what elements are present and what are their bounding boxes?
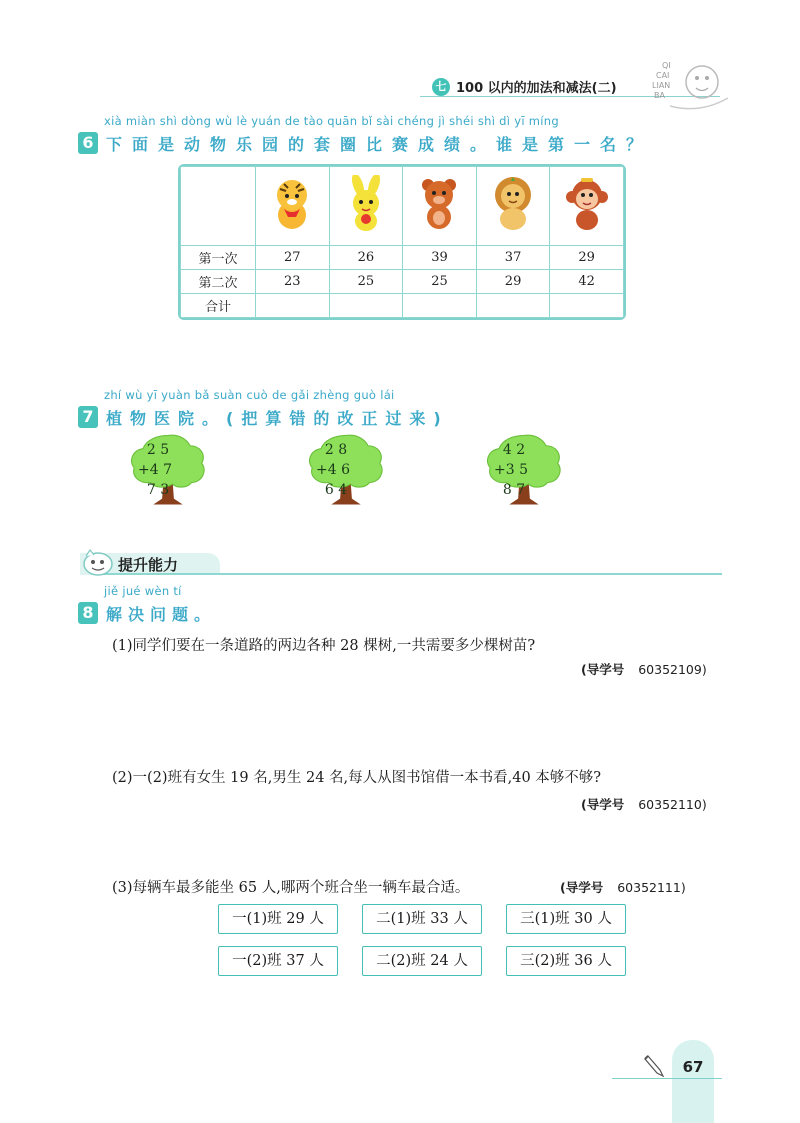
tree-problem [292, 434, 400, 532]
guide-code: 60352109) [638, 662, 707, 677]
q7-pinyin: zhí wù yī yuàn bǎ suàn cuò de gǎi zhèng guò lái [104, 388, 395, 402]
total-answer-cell[interactable] [329, 294, 403, 318]
operator: + [316, 462, 328, 478]
total-answer-cell[interactable] [550, 294, 624, 318]
score-cell: 23 [256, 270, 330, 294]
guide-number-3 [560, 878, 686, 896]
lion-icon [487, 175, 539, 233]
q6-title: 下面是动物乐园的套圈比赛成绩。谁是第一名？ [106, 135, 653, 154]
problem-3: (3)每辆车最多能坐 65 人,哪两个班合坐一辆车最合适。 [112, 880, 470, 896]
class-option[interactable]: 二(1)班 33 人 [362, 904, 482, 934]
chapter-title: 100 以内的加法和减法(二) [456, 81, 617, 96]
class-option[interactable]: 三(2)班 36 人 [506, 946, 626, 976]
guide-number-2 [581, 795, 707, 813]
section-title: 提升能力 [118, 556, 179, 574]
animal-cell [550, 167, 624, 246]
row-label-first: 第一次 [181, 246, 256, 270]
addend-a: 2 5 [146, 442, 170, 458]
rabbit-icon [340, 175, 392, 233]
score-cell: 29 [550, 246, 624, 270]
row-label-total: 合计 [181, 294, 256, 318]
addend-b: 3 5 [505, 462, 528, 478]
qicailianba-logo [640, 48, 730, 118]
vertical-addition [316, 440, 350, 500]
score-cell: 25 [403, 270, 477, 294]
addend-b: 4 6 [327, 462, 350, 478]
logo-qi: QI [662, 61, 671, 70]
row-label-second: 第二次 [181, 270, 256, 294]
animal-cell [476, 167, 550, 246]
score-cell: 25 [329, 270, 403, 294]
guide-label: (导学号 [581, 797, 625, 812]
q8-pinyin: jiě jué wèn tí [104, 584, 182, 598]
score-cell: 42 [550, 270, 624, 294]
vertical-addition [494, 440, 528, 500]
problem-2: (2)一(2)班有女生 19 名,男生 24 名,每人从图书馆借一本书看,40 本够不够? [112, 770, 602, 786]
tree-problem [114, 434, 222, 532]
q6-pinyin: xià miàn shì dòng wù lè yuán de tào quān bǐ sài chéng jì shéi shì dì yī míng [104, 114, 559, 128]
tree-problem [470, 434, 578, 532]
monkey-icon [561, 175, 613, 233]
logo-ba: BA [654, 91, 665, 100]
mascot-icon [80, 546, 116, 578]
score-cell: 29 [476, 270, 550, 294]
addend-a: 4 2 [502, 442, 526, 458]
score-cell: 27 [256, 246, 330, 270]
class-option[interactable]: 一(2)班 37 人 [218, 946, 338, 976]
page-number: 67 [682, 1058, 704, 1076]
page-rule [612, 1078, 722, 1079]
chapter-badge: 七 [432, 78, 450, 96]
addend-a: 2 8 [324, 442, 348, 458]
pencil-icon [644, 1052, 666, 1078]
guide-number-1 [581, 660, 707, 678]
total-answer-cell[interactable] [256, 294, 330, 318]
class-option[interactable]: 三(1)班 30 人 [506, 904, 626, 934]
q7-number: 7 [78, 406, 98, 428]
logo-lian: LIAN [652, 81, 671, 90]
score-cell: 26 [329, 246, 403, 270]
section-rule [100, 573, 722, 575]
guide-code: 60352111) [617, 880, 686, 895]
table-corner-cell [181, 167, 256, 246]
q8-number: 8 [78, 602, 98, 624]
q7-title: 植物医院。(把算错的改正过来) [106, 409, 449, 428]
q8-title: 解决问题。 [106, 605, 217, 624]
guide-label: (导学号 [560, 880, 604, 895]
sum-result: 7 3 [146, 482, 170, 498]
animal-cell [403, 167, 477, 246]
animal-cell [256, 167, 330, 246]
addend-b: 4 7 [149, 462, 172, 478]
score-table [178, 164, 626, 320]
logo-cai: CAI [656, 71, 670, 80]
class-option[interactable]: 一(1)班 29 人 [218, 904, 338, 934]
total-answer-cell[interactable] [476, 294, 550, 318]
operator: + [138, 462, 150, 478]
page-tab [672, 1040, 714, 1123]
q6-number: 6 [78, 132, 98, 154]
vertical-addition [138, 440, 172, 500]
operator: + [494, 462, 506, 478]
score-cell: 39 [403, 246, 477, 270]
guide-label: (导学号 [581, 662, 625, 677]
bear-icon [413, 175, 465, 233]
tiger-icon [266, 175, 318, 233]
sum-result: 6 4 [324, 482, 348, 498]
total-answer-cell[interactable] [403, 294, 477, 318]
sum-result: 8 7 [502, 482, 526, 498]
problem-1: (1)同学们要在一条道路的两边各种 28 棵树,一共需要多少棵树苗? [112, 638, 536, 654]
animal-cell [329, 167, 403, 246]
guide-code: 60352110) [638, 797, 707, 812]
score-cell: 37 [476, 246, 550, 270]
class-option[interactable]: 二(2)班 24 人 [362, 946, 482, 976]
